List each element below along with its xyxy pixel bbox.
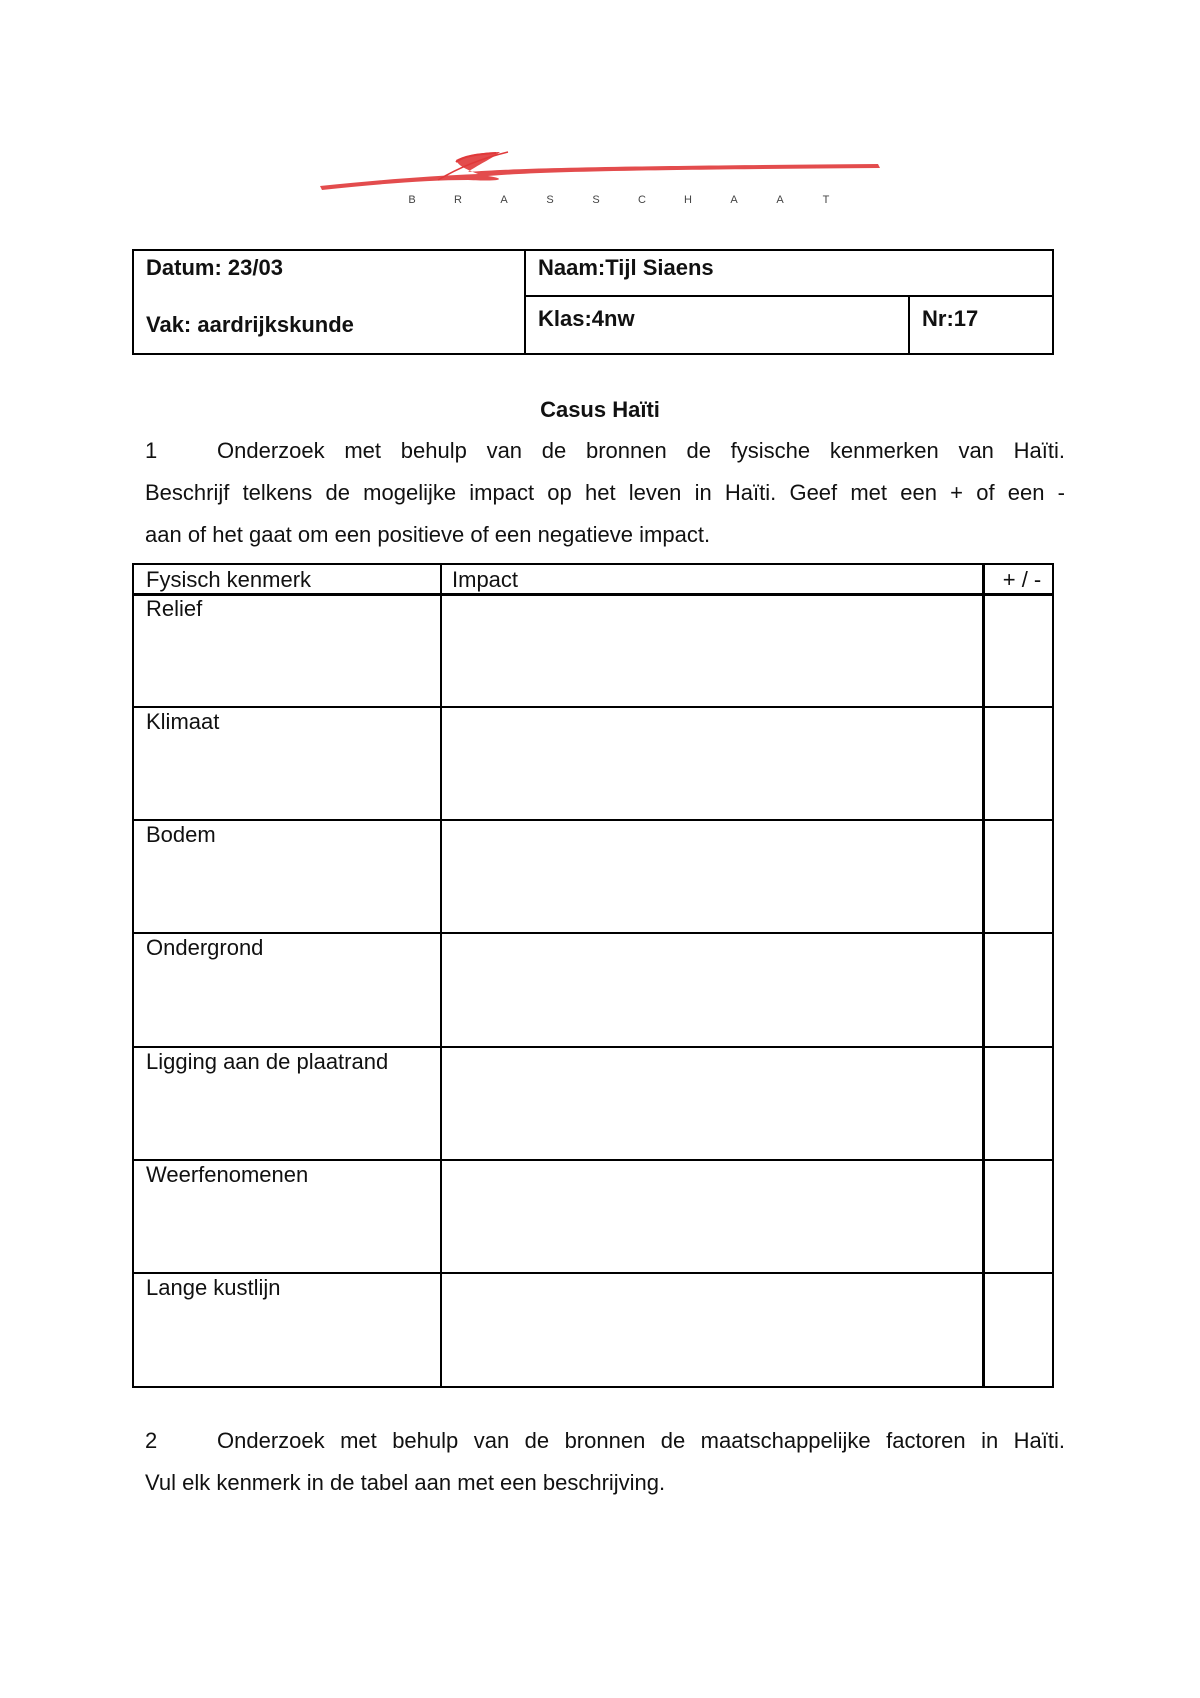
logo-letter: R [454, 194, 462, 206]
column-divider [440, 565, 442, 1386]
logo-letter: C [638, 194, 646, 206]
logo-swoosh-icon [318, 150, 888, 194]
divider [524, 251, 526, 353]
row-label: Klimaat [146, 709, 220, 734]
logo-letter: B [408, 194, 416, 206]
question-2 [145, 1420, 1065, 1504]
logo-letter: A [500, 194, 508, 206]
datum-field: Datum: 23/03 [146, 255, 283, 280]
vak-field: Vak: aardrijkskunde [146, 312, 354, 337]
column-divider [982, 565, 985, 1386]
question-1 [145, 430, 1065, 556]
column-header: Impact [452, 567, 519, 592]
question-number: 1 [145, 438, 158, 463]
logo-letter: S [592, 194, 600, 206]
row-label: Weerfenomenen [146, 1162, 309, 1187]
row-label: Relief [146, 596, 203, 621]
logo-letter: A [730, 194, 738, 206]
logo-wordmark [404, 194, 834, 210]
row-label: Ondergrond [146, 935, 264, 960]
divider [908, 295, 910, 353]
physical-features-table [132, 563, 1054, 1388]
row-divider [134, 1272, 1052, 1274]
column-header: Fysisch kenmerk [146, 567, 312, 592]
klas-field: Klas:4nw [538, 306, 635, 331]
header-info-table [132, 249, 1054, 355]
row-label: Lange kustlijn [146, 1275, 281, 1300]
school-logo [318, 150, 888, 210]
question-1-line-1: Onderzoek met behulp van de bronnen de fysische kenmerken van Haïti. [217, 438, 1065, 463]
question-2-line-1: Onderzoek met behulp van de bronnen de maatschappelijke factoren in Haïti. [217, 1428, 1065, 1453]
column-header: + / - [1002, 567, 1042, 592]
page-title: Casus Haïti [540, 397, 660, 422]
row-divider [134, 932, 1052, 934]
row-label: Bodem [146, 822, 216, 847]
question-2-line-2: Vul elk kenmerk in de tabel aan met een beschrijving. [145, 1470, 666, 1495]
question-1-line-2: Beschrijf telkens de mogelijke impact op het leven in Haïti. Geef met een + of een - [145, 480, 1065, 505]
logo-letter: H [684, 194, 692, 206]
question-number: 2 [145, 1428, 158, 1453]
question-1-line-3: aan of het gaat om een positieve of een negatieve impact. [145, 522, 711, 547]
row-divider [134, 1046, 1052, 1048]
nr-field: Nr:17 [922, 306, 979, 331]
row-divider [134, 593, 1052, 596]
divider [524, 295, 1052, 297]
row-label: Ligging aan de plaatrand [146, 1049, 389, 1074]
logo-letter: A [776, 194, 784, 206]
logo-letter: S [546, 194, 554, 206]
row-divider [134, 1159, 1052, 1161]
row-divider [134, 706, 1052, 708]
naam-field: Naam:Tijl Siaens [538, 255, 714, 280]
logo-letter: T [822, 194, 830, 206]
row-divider [134, 819, 1052, 821]
